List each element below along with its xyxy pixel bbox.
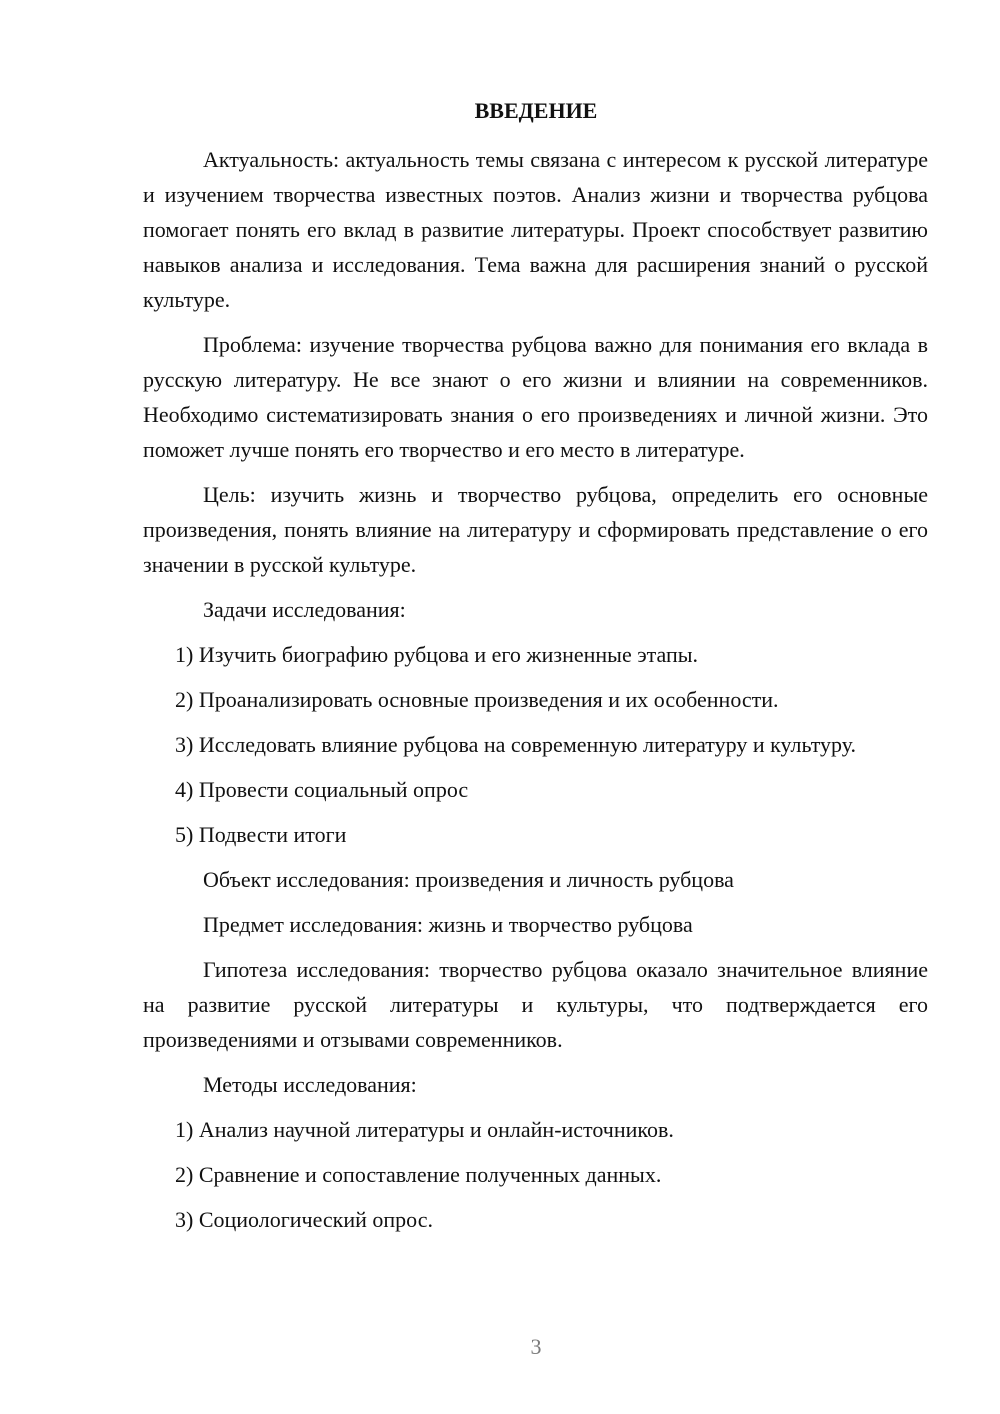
- task-item: 5) Подвести итоги: [175, 822, 347, 847]
- hypothesis-paragraph: Гипотеза исследования: творчество рубцова оказало значительное влияние на развитие русской литературы и культуры, что подтверждается его произведениями и отзывами современников.: [143, 957, 928, 1052]
- method-item: 3) Социологический опрос.: [175, 1207, 433, 1232]
- task-item: 1) Изучить биографию рубцова и его жизненные этапы.: [175, 642, 699, 667]
- object-line: Объект исследования: произведения и личность рубцова: [203, 867, 734, 892]
- subject-line: Предмет исследования: жизнь и творчество рубцова: [203, 912, 693, 937]
- methods-label: Методы исследования:: [203, 1072, 417, 1097]
- relevance-paragraph: Актуальность: актуальность темы связана с интересом к русской литературе и изучением творчества известных поэтов. Анализ жизни и творчества рубцова помогает понять его вклад в развитие литературы. Проект способствует развитию навыков анализа и исследования. Тема важна для расширения знаний о русской культуре.: [143, 147, 928, 312]
- intro-content: [143, 142, 928, 1247]
- section-heading: ВВЕДЕНИЕ: [474, 98, 598, 123]
- page-number: 3: [530, 1334, 542, 1359]
- method-item: 2) Сравнение и сопоставление полученных данных.: [175, 1162, 662, 1187]
- task-item: 2) Проанализировать основные произведения и их особенности.: [175, 687, 779, 712]
- tasks-label: Задачи исследования:: [203, 597, 406, 622]
- method-item: 1) Анализ научной литературы и онлайн-источников.: [175, 1117, 674, 1142]
- problem-paragraph: Проблема: изучение творчества рубцова важно для понимания его вклада в русскую литературу. Не все знают о его жизни и влиянии на современников. Необходимо систематизировать знания о его произведениях и личной жизни. Это поможет лучше понять его творчество и его место в литературе.: [143, 332, 928, 462]
- task-item: 3) Исследовать влияние рубцова на современную литературу и культуру.: [175, 732, 857, 757]
- task-item: 4) Провести социальный опрос: [175, 777, 469, 802]
- goal-paragraph: Цель: изучить жизнь и творчество рубцова, определить его основные произведения, понять влияние на литературу и сформировать представление о его значении в русской культуре.: [143, 482, 928, 577]
